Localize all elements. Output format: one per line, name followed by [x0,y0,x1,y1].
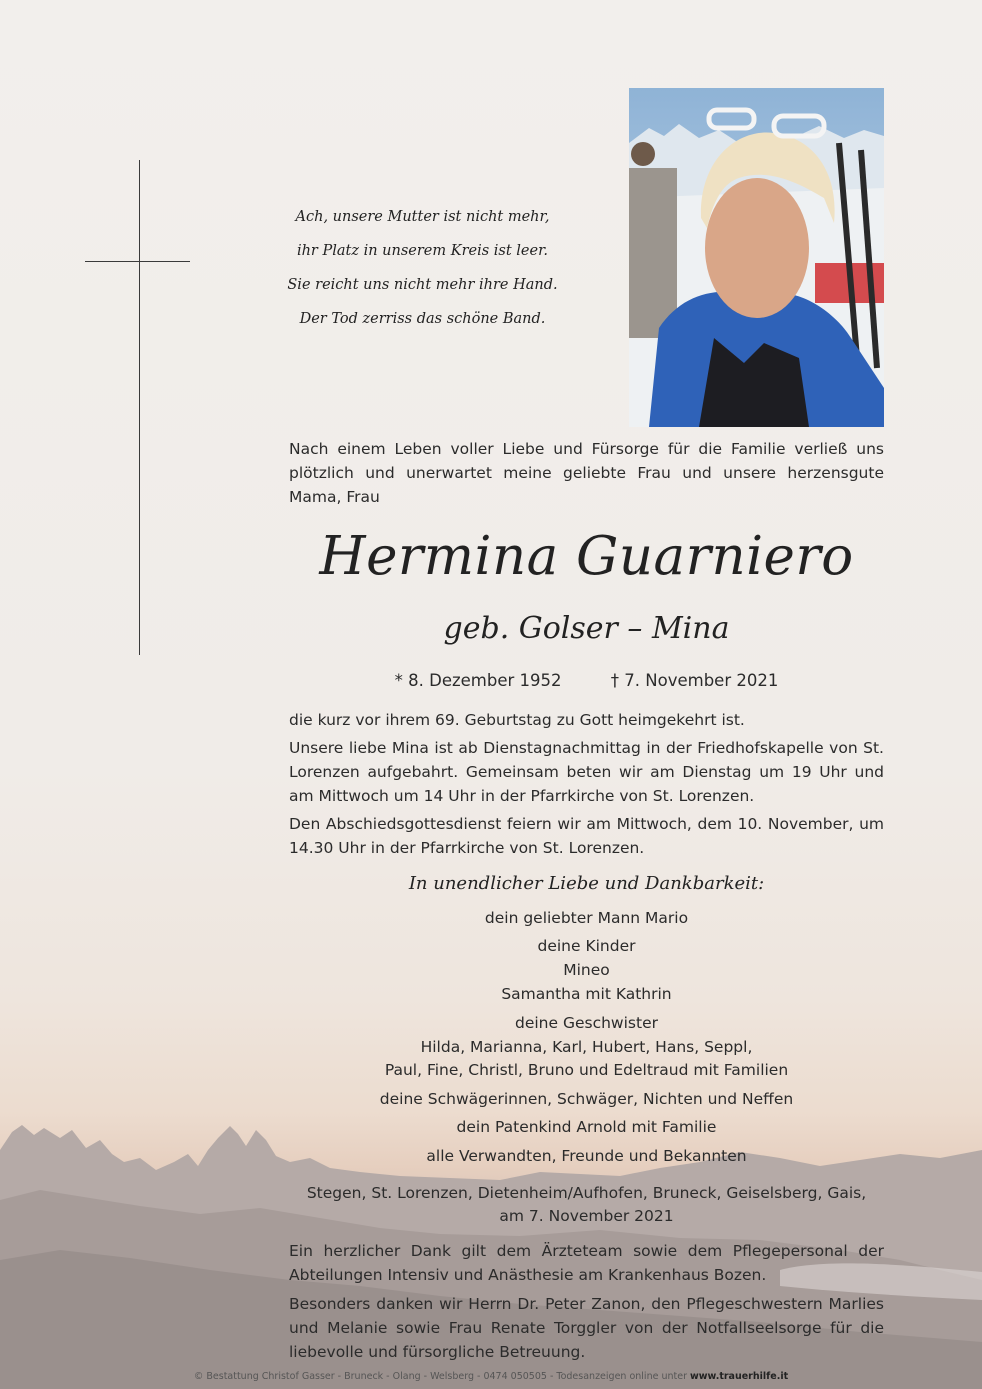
birth-name: geb. Golser – Mina [443,611,730,646]
mourner-line: dein Patenkind Arnold mit Familie [456,1118,717,1136]
footer [0,1370,982,1384]
body-paragraph: Unsere liebe Mina ist ab Dienstagnachmittag in der Friedhofskapelle von St. Lorenzen aufgebahrt. Gemeinsam beten wir am Dienstag um 19 Uhr und am Mittwoch um 14 Uhr in der Pfarrkirche von St. Lorenzen. [289,739,884,805]
birth-date: * 8. Dezember 1952 [394,671,562,690]
place-date: am 7. November 2021 [499,1207,674,1225]
gratitude-paragraph: Ein herzlicher Dank gilt dem Ärzteteam sowie dem Pflegepersonal der Abteilungen Intensiv und Anästhesie am Krankenhaus Bozen. [289,1242,884,1284]
mourner-line: Paul, Fine, Christl, Bruno und Edeltraud mit Familien [384,1061,789,1079]
mourner-line: alle Verwandten, Freunde und Bekannten [426,1147,747,1165]
poem-line: Der Tod zerriss das schöne Band. [299,311,546,327]
poem-line: ihr Platz in unserem Kreis ist leer. [296,243,549,259]
cross-vertical [139,160,140,655]
mourner-line: deine Schwägerinnen, Schwäger, Nichten und Neffen [379,1090,794,1108]
mourner-line: deine Kinder [537,937,636,955]
body-paragraph: die kurz vor ihrem 69. Geburtstag zu Gott heimgekehrt ist. [289,711,745,729]
mourner-line: deine Geschwister [515,1014,658,1032]
death-date: † 7. November 2021 [610,671,779,690]
poem-line: Sie reicht uns nicht mehr ihre Hand. [287,277,558,293]
poem [280,200,565,336]
gratitude-paragraph: Besonders danken wir Herrn Dr. Peter Zanon, den Pflegeschwestern Marlies und Melanie sowie Frau Renate Torggler von der Notfallseelsorge für die liebevolle und fürsorgliche Betreuung. [289,1295,884,1361]
mourner-line: dein geliebter Mann Mario [484,909,689,927]
cross-horizontal [85,261,190,262]
footer-link[interactable]: www.trauerhilfe.it [690,1371,789,1382]
deceased-name: Hermina Guarniero [319,526,854,587]
places: Stegen, St. Lorenzen, Dietenheim/Aufhofen, Bruneck, Geiselsberg, Gais, [306,1184,867,1202]
mourner-line: Samantha mit Kathrin [501,985,672,1003]
intro-text: Nach einem Leben voller Liebe und Fürsorge für die Familie verließ uns plötzlich und unerwartet meine geliebte Frau und unsere herzensgute Mama, Frau [289,440,884,506]
footer-text: © Bestattung Christof Gasser - Bruneck - Olang - Welsberg - 0474 050505 - Todesanzeigen online unter [193,1371,687,1382]
portrait-photo [629,88,884,427]
thanks-heading: In unendlicher Liebe und Dankbarkeit: [408,873,765,894]
body-paragraph: Den Abschiedsgottesdienst feiern wir am Mittwoch, dem 10. November, um 14.30 Uhr in der Pfarrkirche von St. Lorenzen. [289,815,884,857]
life-dates [289,669,884,693]
mourner-line: Mineo [563,961,610,979]
mourner-line: Hilda, Marianna, Karl, Hubert, Hans, Seppl, [420,1038,753,1056]
poem-line: Ach, unsere Mutter ist nicht mehr, [295,209,550,225]
